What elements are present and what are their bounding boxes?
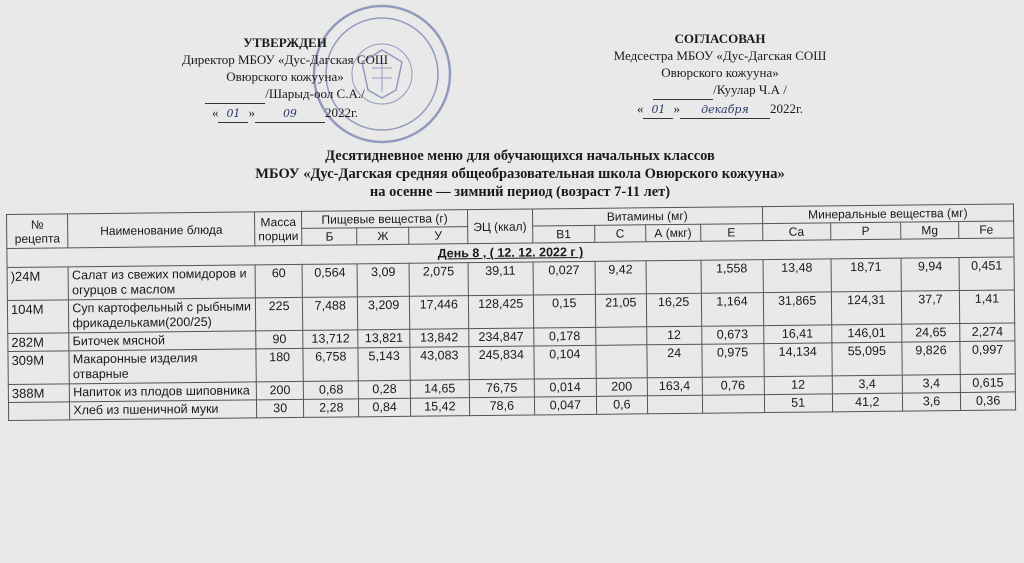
cell-code: 309М: [8, 351, 70, 385]
header-zh: Ж: [357, 227, 409, 245]
cell-dish: Макаронные изделия отварные: [69, 349, 256, 384]
agreement-block: [590, 30, 850, 119]
cell-b1: 0,027: [533, 261, 595, 295]
cell-zh: 3,209: [358, 296, 410, 330]
header-e: Е: [700, 224, 762, 242]
cell-u: 2,075: [409, 263, 468, 297]
cell-ec: 245,834: [469, 346, 534, 380]
day-label: День 8 , ( 12. 12. 2022 г ): [7, 238, 1014, 268]
approved-position: Директор МБОУ «Дус-Дагская СОШ: [181, 52, 389, 67]
cell-u: 13,842: [410, 329, 469, 348]
cell-p: 55,095: [832, 342, 902, 376]
cell-b: 13,712: [303, 330, 358, 349]
cell-code: )24М: [7, 267, 69, 301]
cell-zh: 3,09: [357, 263, 409, 297]
cell-a: 24: [647, 344, 702, 378]
cell-ec: 128,425: [468, 295, 533, 329]
cell-mass: 200: [256, 381, 303, 399]
cell-p: 146,01: [832, 324, 902, 343]
cell-a: 163,4: [647, 377, 702, 396]
menu-table: [6, 203, 1016, 421]
cell-u: 14,65: [410, 380, 469, 399]
cell-dish: Напиток из плодов шиповника: [70, 382, 257, 402]
cell-p: 41,2: [832, 393, 902, 412]
header-ca: Са: [762, 223, 830, 241]
approved-date: « 01 » 09 2022г.: [170, 104, 400, 123]
cell-u: 43,083: [410, 347, 469, 381]
cell-e: 0,975: [701, 344, 763, 378]
header-recipe: № рецепта: [7, 214, 69, 249]
cell-code: 282М: [8, 333, 69, 352]
director-signature: [205, 86, 265, 104]
cell-mass: 90: [256, 330, 303, 348]
cell-dish: Биточек мясной: [69, 331, 256, 351]
cell-b: 0,68: [303, 381, 358, 400]
agreed-date: « 01 » декабря 2022г.: [590, 100, 850, 119]
cell-mg: 3,4: [902, 375, 961, 394]
agreed-signature-line: /Куулар Ч.А /: [590, 81, 850, 100]
cell-mg: 9,826: [902, 342, 961, 376]
cell-dish: Салат из свежих помидоров и огурцов с маслом: [68, 265, 255, 300]
cell-e: 1,558: [701, 260, 763, 294]
cell-code: 388М: [8, 384, 69, 403]
approved-org: Овюрского кожууна»: [226, 69, 344, 84]
cell-ca: 31,865: [763, 292, 832, 326]
header-c: С: [595, 225, 646, 243]
approval-block: [170, 34, 400, 123]
cell-ca: 14,134: [764, 343, 833, 377]
cell-a: [647, 395, 702, 414]
cell-b1: 0,014: [534, 378, 596, 397]
header-ec: ЭЦ (ккал): [467, 209, 532, 244]
header-b1: В1: [532, 225, 594, 243]
cell-a: 12: [647, 326, 702, 345]
header-p: Р: [830, 222, 900, 240]
cell-mass: 60: [255, 264, 302, 297]
cell-u: 15,42: [410, 398, 469, 417]
document-title: Десятидневное меню для обучающихся начальных классов МБОУ «Дус-Дагская средняя общеобразовательная школа Овюрского кожууна» на осенне — зимний период (возраст 7-11 лет): [255, 148, 785, 200]
cell-e: 0,673: [701, 326, 763, 345]
cell-c: 200: [596, 378, 647, 397]
header-dish: Наименование блюда: [68, 212, 255, 248]
cell-mg: 3,6: [902, 393, 961, 412]
agreed-position: Медсестра МБОУ «Дус-Дагская СОШ: [613, 48, 827, 63]
header-a: А (мкг): [645, 224, 700, 242]
approved-heading: УТВЕРЖДЕН: [243, 35, 327, 50]
cell-e: [702, 395, 764, 414]
header-b: Б: [302, 228, 357, 246]
header-vitamins: Витамины (мг): [532, 207, 762, 226]
cell-b1: 0,104: [534, 345, 596, 379]
header-fe: Fe: [959, 221, 1014, 239]
cell-b1: 0,15: [533, 294, 595, 328]
cell-b: 0,564: [302, 264, 358, 298]
cell-mass: 180: [256, 348, 303, 381]
agreed-heading: СОГЛАСОВАН: [674, 31, 766, 46]
approved-signature-line: /Шарыд-оол С.А./: [170, 85, 400, 104]
cell-ec: 78,6: [469, 397, 534, 416]
agreed-org: Овюрского кожууна»: [661, 65, 779, 80]
cell-u: 17,446: [409, 296, 468, 330]
cell-fe: 0,997: [960, 341, 1015, 375]
cell-mg: 9,94: [901, 258, 960, 292]
cell-mass: 30: [257, 399, 304, 417]
cell-b: 7,488: [303, 297, 359, 331]
cell-mg: 24,65: [902, 324, 961, 343]
cell-ca: 51: [764, 394, 832, 413]
cell-p: 3,4: [832, 375, 902, 394]
cell-c: [596, 345, 647, 379]
cell-dish: Суп картофельный с рыбными фрикадельками(200/25): [69, 298, 256, 333]
cell-a: [646, 260, 701, 294]
cell-fe: 2,274: [960, 323, 1015, 342]
header-minerals: Минеральные вещества (мг): [762, 204, 1014, 224]
cell-c: 21,05: [595, 294, 646, 328]
cell-a: 16,25: [646, 293, 701, 327]
cell-zh: 0,84: [359, 398, 411, 417]
cell-mass: 225: [255, 297, 302, 330]
cell-b: 2,28: [304, 399, 359, 418]
cell-zh: 13,821: [358, 329, 410, 348]
cell-e: 1,164: [701, 293, 763, 327]
cell-code: [8, 402, 69, 421]
cell-b1: 0,178: [533, 327, 595, 346]
header-u: У: [409, 227, 468, 245]
cell-c: 0,6: [596, 396, 647, 415]
cell-code: 104М: [7, 300, 69, 334]
cell-p: 124,31: [831, 291, 901, 325]
header-mass: Масса порции: [255, 211, 302, 245]
cell-ca: 13,48: [763, 259, 832, 293]
cell-ca: 16,41: [763, 325, 831, 344]
header-mg: Mg: [900, 222, 959, 240]
cell-c: [596, 327, 647, 346]
cell-zh: 0,28: [359, 380, 411, 399]
cell-ec: 234,847: [469, 328, 534, 347]
cell-fe: 0,615: [960, 374, 1015, 393]
cell-c: 9,42: [595, 261, 646, 295]
nurse-signature: [653, 82, 713, 100]
cell-mg: 37,7: [901, 291, 960, 325]
cell-fe: 0,36: [961, 392, 1016, 411]
cell-p: 18,71: [831, 258, 901, 292]
cell-e: 0,76: [702, 377, 764, 396]
cell-ec: 39,11: [468, 262, 533, 296]
header-nutrients: Пищевые вещества (г): [302, 210, 468, 229]
cell-b: 6,758: [303, 348, 359, 382]
cell-fe: 0,451: [959, 257, 1014, 291]
cell-ec: 76,75: [469, 379, 534, 398]
cell-b1: 0,047: [534, 396, 596, 415]
cell-ca: 12: [764, 376, 832, 395]
cell-fe: 1,41: [960, 290, 1015, 324]
cell-dish: Хлеб из пшеничной муки: [70, 400, 257, 420]
cell-zh: 5,143: [358, 347, 410, 381]
